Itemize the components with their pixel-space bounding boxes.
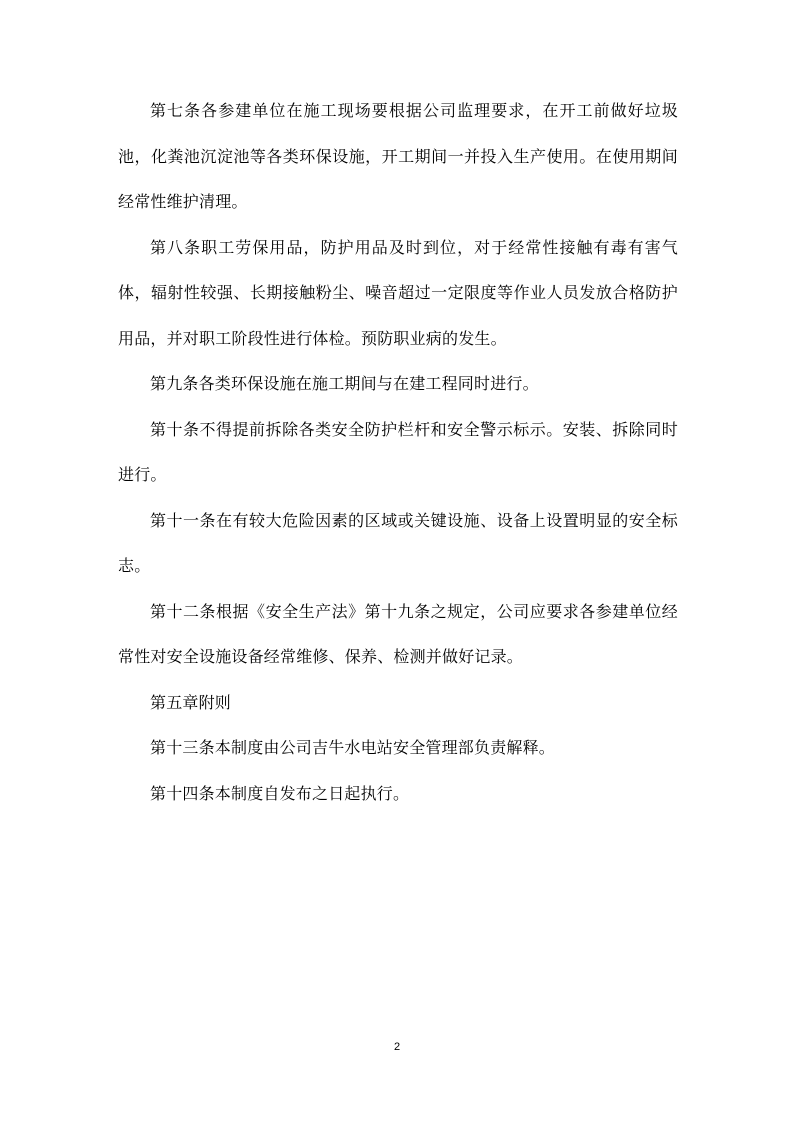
article-12: 第十二条根据《安全生产法》第十九条之规定，公司应要求各参建单位经常性对安全设施设备经常维修、保养、检测并做好记录。 [118,601,678,666]
article-10: 第十条不得提前拆除各类安全防护栏杆和安全警示标示。安装、拆除同时进行。 [118,419,678,484]
article-9: 第九条各类环保设施在施工期间与在建工程同时进行。 [150,374,539,393]
article-7: 第七条各参建单位在施工现场要根据公司监理要求，在开工前做好垃圾池，化粪池沉淀池等各类环保设施，开工期间一并投入生产使用。在使用期间经常性维护清理。 [118,101,678,211]
article-8: 第八条职工劳保用品，防护用品及时到位，对于经常性接触有毒有害气体，辐射性较强、长期接触粉尘、噪音超过一定限度等作业人员发放合格防护用品，并对职工阶段性进行体检。预防职业病的发生。 [118,237,678,348]
article-13: 第十三条本制度由公司吉牛水电站安全管理部负责解释。 [150,738,556,757]
article-11: 第十一条在有较大危险因素的区域或关键设施、设备上设置明显的安全标志。 [118,510,678,575]
article-14: 第十四条本制度自发布之日起执行。 [150,783,410,803]
page-number: 2 [393,1041,401,1053]
document-body [118,88,678,816]
chapter-5-heading: 第五章附则 [150,692,232,712]
